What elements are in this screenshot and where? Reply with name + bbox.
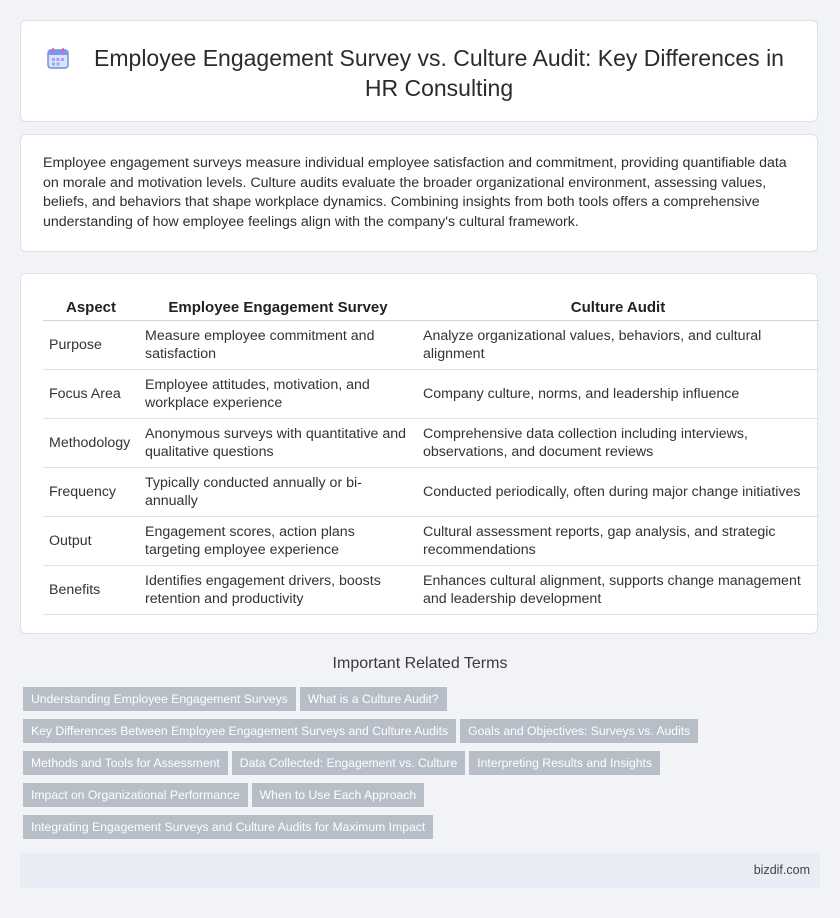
cell-culture: Cultural assessment reports, gap analysis, and strategic recommendations xyxy=(417,517,819,566)
table-row xyxy=(43,566,819,615)
cell-aspect: Frequency xyxy=(43,468,139,517)
related-term-link[interactable]: What is a Culture Audit? xyxy=(300,687,447,711)
cell-engagement: Typically conducted annually or bi-annually xyxy=(139,468,417,517)
table-row xyxy=(43,517,819,566)
related-term-link[interactable]: Understanding Employee Engagement Surveys xyxy=(23,687,296,711)
cell-culture: Analyze organizational values, behaviors, and cultural alignment xyxy=(417,321,819,370)
related-term-link[interactable]: Impact on Organizational Performance xyxy=(23,783,248,807)
cell-culture: Conducted periodically, often during major change initiatives xyxy=(417,468,819,517)
cell-aspect: Benefits xyxy=(43,566,139,615)
cell-engagement: Measure employee commitment and satisfaction xyxy=(139,321,417,370)
header-culture-audit: Culture Audit xyxy=(417,294,819,321)
cell-engagement: Engagement scores, action plans targeting employee experience xyxy=(139,517,417,566)
title-card xyxy=(20,20,818,122)
cell-aspect: Focus Area xyxy=(43,370,139,419)
cell-aspect: Purpose xyxy=(43,321,139,370)
table-row xyxy=(43,468,819,517)
table-row xyxy=(43,370,819,419)
cell-engagement: Anonymous surveys with quantitative and qualitative questions xyxy=(139,419,417,468)
table-row xyxy=(43,321,819,370)
comparison-card xyxy=(20,273,818,634)
related-term-link[interactable]: When to Use Each Approach xyxy=(252,783,425,807)
cell-engagement: Employee attitudes, motivation, and workplace experience xyxy=(139,370,417,419)
page-title: Employee Engagement Survey vs. Culture Audit: Key Differences in HR Consulting xyxy=(94,45,784,101)
cell-culture: Company culture, norms, and leadership influence xyxy=(417,370,819,419)
cell-culture: Enhances cultural alignment, supports change management and leadership development xyxy=(417,566,819,615)
intro-paragraph: Employee engagement surveys measure individual employee satisfaction and commitment, providing quantifiable data on morale and motivation levels. Culture audits evaluate the broader organizational environment, assessing values, beliefs, and behaviors that shape workplace dynamics. Combining insights from both tools offers a comprehensive understanding of how employee feelings align with the company's cultural framework. xyxy=(43,155,787,230)
header-aspect: Aspect xyxy=(43,294,139,321)
related-term-link[interactable]: Goals and Objectives: Surveys vs. Audits xyxy=(460,719,698,743)
footer xyxy=(20,853,820,888)
cell-aspect: Methodology xyxy=(43,419,139,468)
cell-aspect: Output xyxy=(43,517,139,566)
comparison-table xyxy=(43,294,819,615)
cell-engagement: Identifies engagement drivers, boosts retention and productivity xyxy=(139,566,417,615)
related-term-link[interactable]: Key Differences Between Employee Engagement Surveys and Culture Audits xyxy=(23,719,456,743)
intro-card xyxy=(20,134,818,252)
related-terms-title: Important Related Terms xyxy=(332,655,508,672)
table-header-row xyxy=(43,294,819,321)
table-row xyxy=(43,419,819,468)
cell-culture: Comprehensive data collection including interviews, observations, and document reviews xyxy=(417,419,819,468)
header-engagement-survey: Employee Engagement Survey xyxy=(139,294,417,321)
related-term-link[interactable]: Interpreting Results and Insights xyxy=(469,751,660,775)
related-term-link[interactable]: Methods and Tools for Assessment xyxy=(23,751,228,775)
footer-site-link[interactable]: bizdif.com xyxy=(753,863,810,877)
related-term-link[interactable]: Data Collected: Engagement vs. Culture xyxy=(232,751,465,775)
related-term-link[interactable]: Integrating Engagement Surveys and Culture Audits for Maximum Impact xyxy=(23,815,433,839)
related-terms-list xyxy=(23,687,723,847)
